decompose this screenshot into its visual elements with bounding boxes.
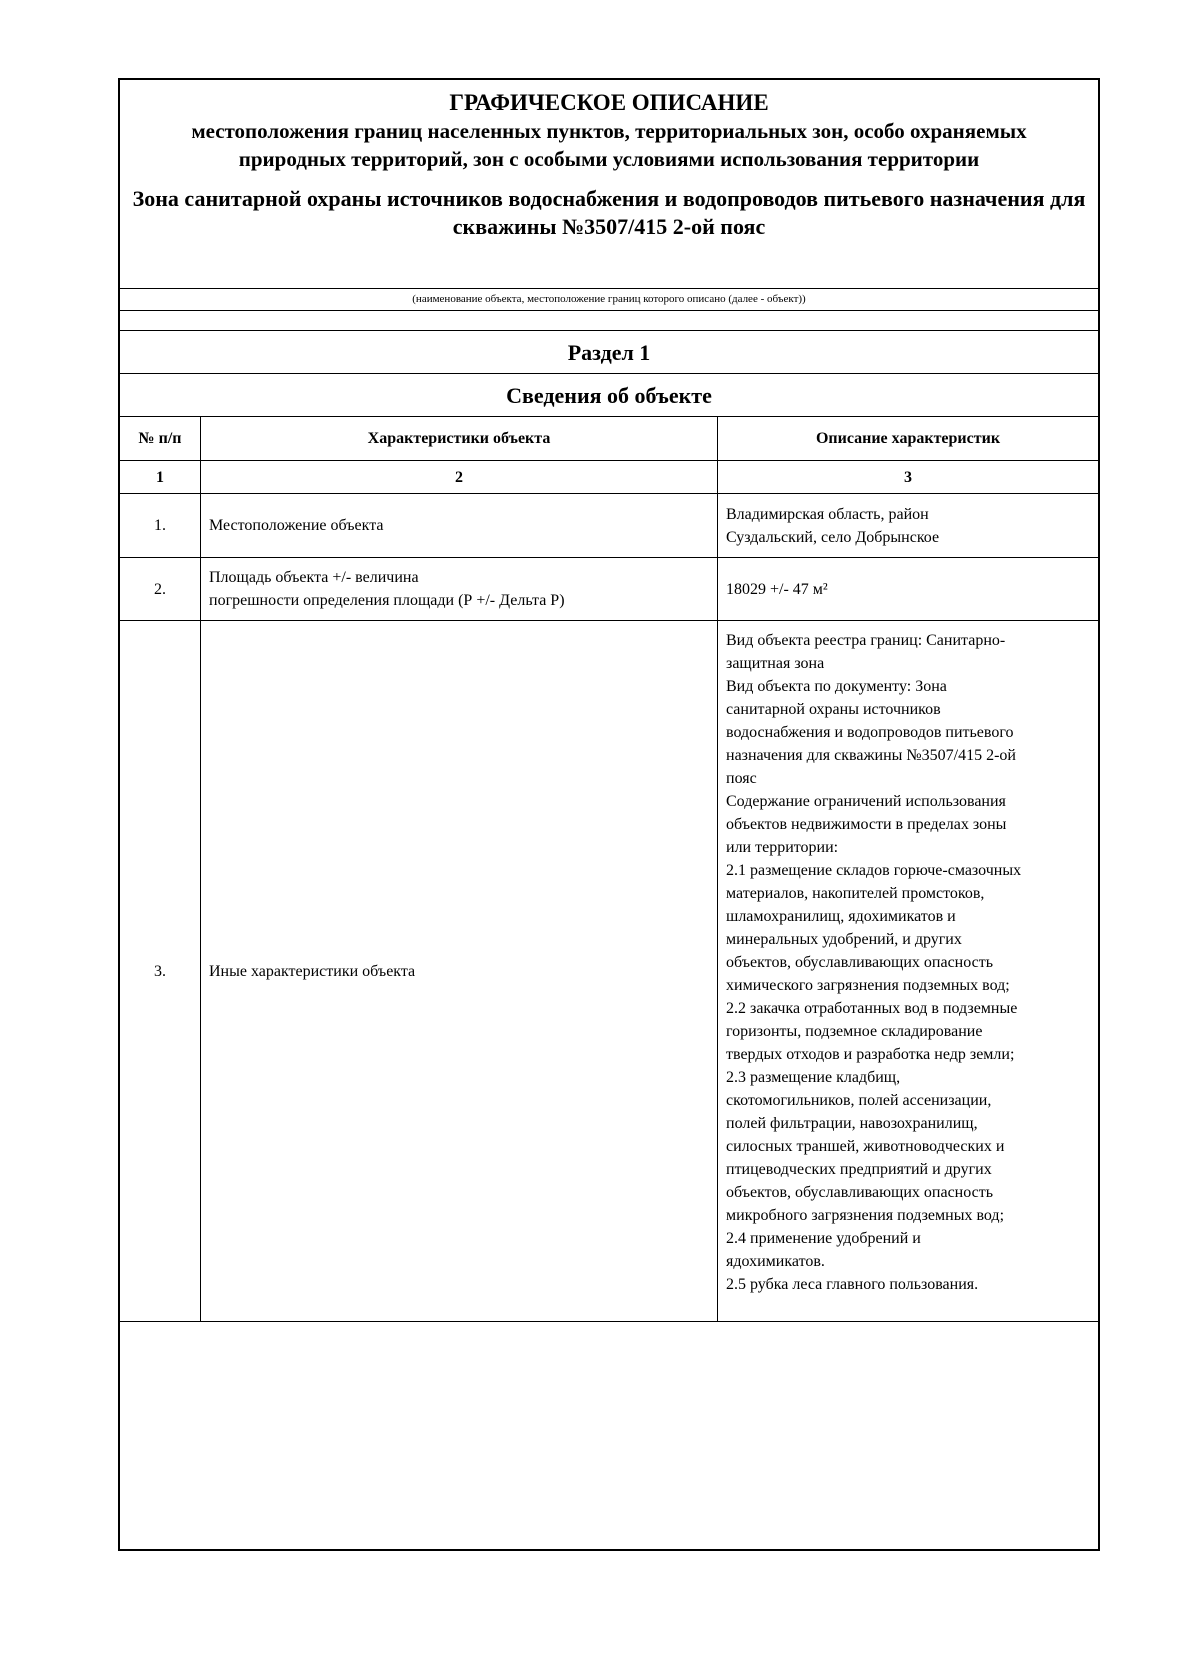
value-line: или территории: (726, 839, 839, 856)
column-number-row (120, 461, 1098, 494)
value-line: 2.1 размещение складов горюче-смазочных (726, 862, 1022, 879)
value-line: горизонты, подземное складирование (726, 1023, 983, 1040)
value-line: 2.2 закачка отработанных вод в подземные (726, 1000, 1018, 1017)
object-info-table (120, 417, 1098, 1322)
document-title: ГРАФИЧЕСКОЕ ОПИСАНИЕ (449, 90, 769, 115)
header-cell-description: Описание характеристик (718, 417, 1099, 461)
value-line: ядохимикатов. (726, 1253, 825, 1270)
object-name: Зона санитарной охраны источников водоснабжения и водопроводов питьевого назначения для скважины №3507/415 2-ой пояс (132, 186, 1086, 239)
value-line: минеральных удобрений, и других (726, 931, 962, 948)
value-line: 2.3 размещение кладбищ, (726, 1069, 901, 1086)
table-row (120, 494, 1098, 558)
value-line: Вид объекта по документу: Зона (726, 678, 947, 695)
value-line: защитная зона (726, 655, 825, 672)
object-name-caption: (наименование объекта, местоположение границ которого описано (далее - объект)) (120, 289, 1098, 311)
row-name (201, 558, 718, 621)
value-line: объектов, обуславливающих опасность (726, 954, 994, 971)
value-line: силосных траншей, животноводческих и (726, 1138, 1005, 1155)
name-line: Площадь объекта +/- величина (209, 569, 419, 586)
value-line: объектов недвижимости в пределах зоны (726, 816, 1007, 833)
row-number: 3. (120, 621, 201, 1322)
empty-row (120, 311, 1098, 331)
row-value (718, 621, 1099, 1322)
value-line: Суздальский, село Добрынское (726, 528, 940, 546)
column-number-1: 1 (120, 461, 201, 494)
row-name: Иные характеристики объекта (201, 621, 718, 1322)
row-name: Местоположение объекта (201, 494, 718, 558)
value-line: объектов, обуславливающих опасность (726, 1184, 994, 1201)
section-subtitle: Сведения об объекте (120, 374, 1098, 417)
value-line: водоснабжения и водопроводов питьевого (726, 724, 1014, 741)
value-line: материалов, накопителей промстоков, (726, 885, 985, 902)
section-title: Раздел 1 (120, 331, 1098, 374)
row-value: 18029 +/- 47 м² (718, 558, 1099, 621)
document-subtitle: местоположения границ населенных пунктов, территориальных зон, особо охраняемых природных территорий, зон с особыми условиями использования территории (191, 119, 1027, 171)
document-frame (118, 78, 1100, 1551)
document-header (120, 80, 1098, 289)
value-line: Владимирская область, район (726, 505, 929, 523)
column-number-2: 2 (201, 461, 718, 494)
value-line: пояс (726, 770, 757, 787)
header-cell-characteristics: Характеристики объекта (201, 417, 718, 461)
value-line: Вид объекта реестра границ: Санитарно- (726, 632, 1006, 649)
column-number-3: 3 (718, 461, 1099, 494)
value-line: микробного загрязнения подземных вод; (726, 1207, 1005, 1224)
value-line: назначения для скважины №3507/415 2-ой (726, 747, 1016, 764)
table-row (120, 558, 1098, 621)
value-line: птицеводческих предприятий и других (726, 1161, 992, 1178)
value-line: санитарной охраны источников (726, 701, 941, 718)
table-header-row (120, 417, 1098, 461)
value-line: 2.4 применение удобрений и (726, 1230, 921, 1247)
header-cell-number: № п/п (120, 417, 201, 461)
value-line: скотомогильников, полей ассенизации, (726, 1092, 992, 1109)
name-line: погрешности определения площади (Р +/- Дельта Р) (209, 592, 565, 609)
row-number: 2. (120, 558, 201, 621)
row-number: 1. (120, 494, 201, 558)
value-line: химического загрязнения подземных вод; (726, 977, 1010, 994)
value-line: 2.5 рубка леса главного пользования. (726, 1276, 979, 1293)
table-row (120, 621, 1098, 1322)
value-line: шламохранилищ, ядохимикатов и (726, 908, 956, 925)
value-line: твердых отходов и разработка недр земли; (726, 1046, 1015, 1063)
value-line: полей фильтрации, навозохранилищ, (726, 1115, 978, 1132)
value-line: Содержание ограничений использования (726, 793, 1006, 810)
row-value (718, 494, 1099, 558)
